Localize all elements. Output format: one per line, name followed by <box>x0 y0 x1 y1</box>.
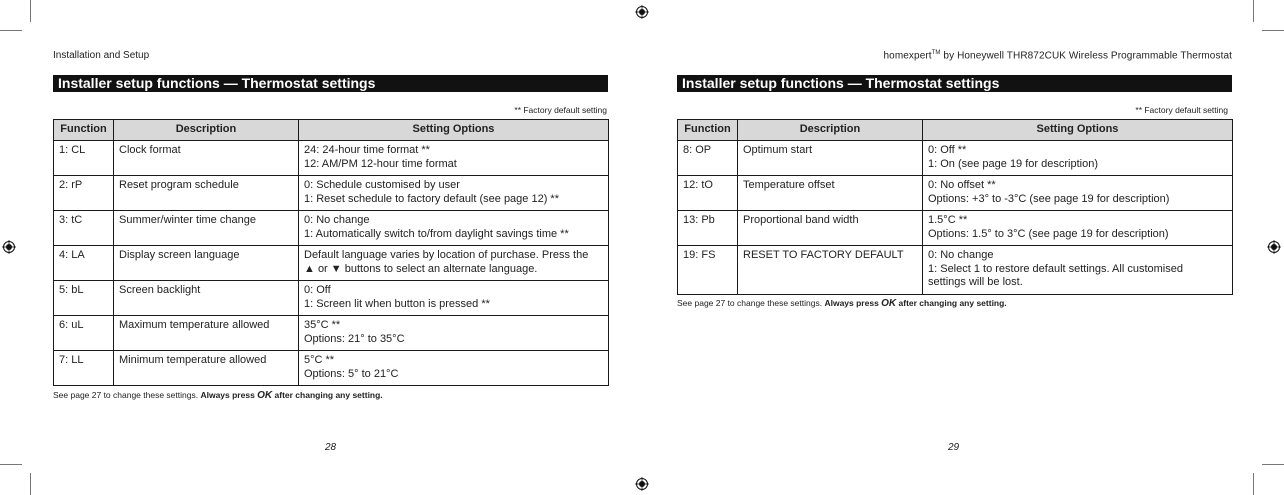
option-line: 1: Reset schedule to factory default (see page 12) ** <box>304 192 559 205</box>
function-cell: 19: FS <box>678 246 738 295</box>
option-line: 1: On (see page 19 for description) <box>928 157 1098 170</box>
function-cell: 6: uL <box>54 316 114 351</box>
options-cell <box>923 246 1233 295</box>
running-head-product: by Honeywell THR872CUK Wireless Programmable Thermostat <box>940 50 1232 62</box>
function-cell: 3: tC <box>54 211 114 246</box>
option-line: 0: Off <box>304 284 331 296</box>
header-description: Description <box>114 120 299 141</box>
table-row <box>678 141 1233 176</box>
factory-default-note: ** Factory default setting <box>514 105 607 115</box>
footnote-emphasis <box>200 390 382 400</box>
option-line: Options: 5° to 21°C <box>304 367 399 380</box>
description-cell: Reset program schedule <box>114 176 299 211</box>
footnote-emphasis-start: Always press <box>824 298 882 308</box>
crop-mark <box>30 0 31 22</box>
table-row <box>54 281 609 316</box>
crop-mark <box>30 473 31 495</box>
options-cell <box>299 351 609 386</box>
page-number: 29 <box>948 442 960 453</box>
registration-mark-icon <box>2 240 16 254</box>
option-line: ▲ or ▼ buttons to select an alternate language. <box>304 262 538 275</box>
option-line: 1: Screen lit when button is pressed ** <box>304 297 490 310</box>
trademark-symbol: TM <box>931 50 941 56</box>
section-title: Installer setup functions — Thermostat settings <box>53 75 608 92</box>
function-cell: 2: rP <box>54 176 114 211</box>
footnote-emphasis-start: Always press <box>200 390 258 400</box>
option-line: 5°C ** <box>304 354 335 366</box>
description-cell: Summer/winter time change <box>114 211 299 246</box>
running-head: Installation and Setup <box>53 50 150 61</box>
footnote-text: See page 27 to change these settings. <box>53 390 201 400</box>
footnote-text: See page 27 to change these settings. <box>677 298 825 308</box>
options-cell <box>299 211 609 246</box>
table-row <box>678 211 1233 246</box>
registration-mark-icon <box>635 477 649 491</box>
option-line: 1: Select 1 to restore default settings. All customised <box>928 262 1183 275</box>
description-cell: Display screen language <box>114 246 299 281</box>
option-line: 12: AM/PM 12-hour time format <box>304 157 457 170</box>
function-cell: 7: LL <box>54 351 114 386</box>
header-function: Function <box>678 120 738 141</box>
registration-mark-icon <box>635 5 649 19</box>
option-line: 1: Automatically switch to/from daylight savings time ** <box>304 227 569 240</box>
footnote-emphasis <box>824 298 1006 308</box>
option-line: 0: No change <box>304 214 370 226</box>
table-header-row <box>678 120 1233 141</box>
options-cell <box>923 176 1233 211</box>
table-row <box>54 351 609 386</box>
crop-mark <box>0 30 22 31</box>
footnote <box>53 390 383 401</box>
function-cell: 8: OP <box>678 141 738 176</box>
option-line: Options: 1.5° to 3°C (see page 19 for description) <box>928 227 1169 240</box>
brand-name: homexpert <box>883 50 932 62</box>
footnote-emphasis-end: after changing any setting. <box>896 298 1007 308</box>
header-description: Description <box>738 120 923 141</box>
table-header-row <box>54 120 609 141</box>
header-setting-options: Setting Options <box>299 120 609 141</box>
option-line: 0: Schedule customised by user <box>304 179 460 191</box>
description-cell: Clock format <box>114 141 299 176</box>
option-line: 1.5°C ** <box>928 214 968 226</box>
table-row <box>54 141 609 176</box>
right-page <box>642 0 1284 495</box>
header-function: Function <box>54 120 114 141</box>
description-cell: Optimum start <box>738 141 923 176</box>
crop-mark <box>1262 464 1284 465</box>
function-cell: 1: CL <box>54 141 114 176</box>
table-row <box>678 246 1233 295</box>
settings-table <box>677 119 1233 295</box>
options-cell <box>923 211 1233 246</box>
options-cell <box>923 141 1233 176</box>
description-cell: Minimum temperature allowed <box>114 351 299 386</box>
ok-key-label: OK <box>881 298 897 309</box>
table-row <box>54 176 609 211</box>
description-cell: Temperature offset <box>738 176 923 211</box>
options-cell <box>299 246 609 281</box>
crop-mark <box>1253 0 1254 22</box>
description-cell: Maximum temperature allowed <box>114 316 299 351</box>
section-title: Installer setup functions — Thermostat settings <box>677 75 1232 92</box>
footnote <box>677 298 1007 309</box>
settings-table <box>53 119 609 386</box>
options-cell <box>299 141 609 176</box>
table-row <box>54 211 609 246</box>
ok-key-label: OK <box>257 390 273 401</box>
description-cell: Screen backlight <box>114 281 299 316</box>
table-row <box>54 316 609 351</box>
header-setting-options: Setting Options <box>923 120 1233 141</box>
factory-default-note: ** Factory default setting <box>1135 105 1228 115</box>
options-cell <box>299 316 609 351</box>
table-row <box>54 246 609 281</box>
function-cell: 4: LA <box>54 246 114 281</box>
option-line: settings will be lost. <box>928 276 1023 288</box>
crop-mark <box>1253 473 1254 495</box>
registration-mark-icon <box>1267 240 1281 254</box>
description-cell: Proportional band width <box>738 211 923 246</box>
options-cell <box>299 176 609 211</box>
function-cell: 12: tO <box>678 176 738 211</box>
options-cell <box>299 281 609 316</box>
option-line: Options: 21° to 35°C <box>304 332 405 345</box>
option-line: 0: No offset ** <box>928 179 996 191</box>
description-cell: RESET TO FACTORY DEFAULT <box>738 246 923 295</box>
function-cell: 13: Pb <box>678 211 738 246</box>
option-line: Default language varies by location of purchase. Press the <box>304 249 589 261</box>
option-line: 0: Off ** <box>928 144 967 156</box>
function-cell: 5: bL <box>54 281 114 316</box>
footnote-emphasis-end: after changing any setting. <box>272 390 383 400</box>
page-number: 28 <box>325 442 337 453</box>
crop-mark <box>1262 30 1284 31</box>
option-line: 24: 24-hour time format ** <box>304 144 430 156</box>
option-line: Options: +3° to -3°C (see page 19 for description) <box>928 192 1170 205</box>
running-head <box>884 50 1232 61</box>
crop-mark <box>0 464 22 465</box>
option-line: 35°C ** <box>304 319 341 331</box>
option-line: 0: No change <box>928 249 994 261</box>
table-row <box>678 176 1233 211</box>
